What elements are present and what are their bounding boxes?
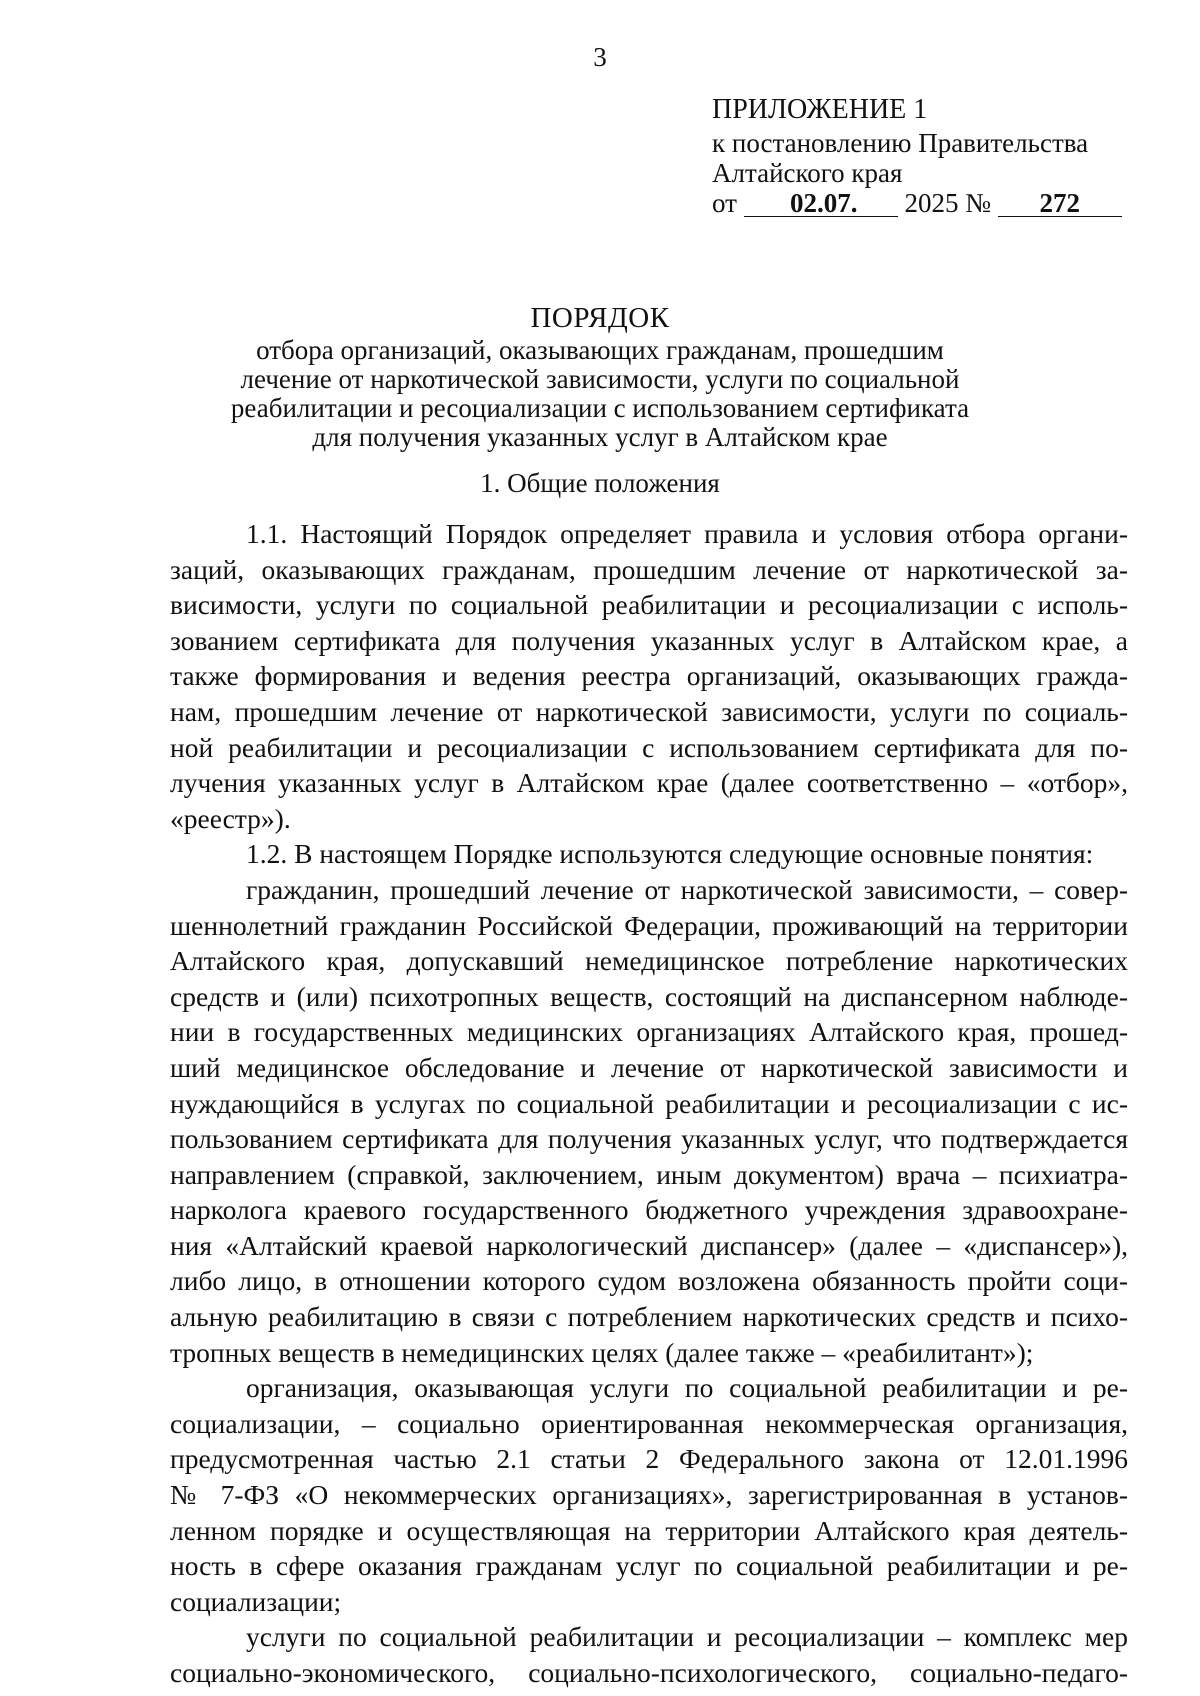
- date-prefix: от: [712, 188, 737, 218]
- body-line: ленном порядке и осуществляющая на территории Алтайского края деятель-: [170, 1514, 1128, 1546]
- body-line: ший медицинское обследование и лечение от наркотической зависимости и: [170, 1051, 1128, 1083]
- date-value: 02.07.: [744, 190, 898, 217]
- body-line: организация, оказывающая услуги по социальной реабилитации и ре-: [246, 1372, 1128, 1404]
- subtitle-line: для получения указанных услуг в Алтайском крае: [312, 422, 888, 452]
- subtitle-line: лечение от наркотической зависимости, услуги по социальной: [240, 364, 960, 394]
- page-number: 3: [593, 42, 607, 72]
- document-number: 272: [998, 190, 1122, 217]
- body-line: нарколога краевого государственного бюджетного учреждения здравоохране-: [170, 1194, 1128, 1226]
- body-line: Алтайского края, допускавший немедицинское потребление наркотических: [170, 945, 1128, 977]
- document-body: [170, 516, 1128, 1691]
- body-line: гражданин, прошедший лечение от наркотической зависимости, – совер-: [246, 873, 1128, 905]
- body-line: 1.1. Настоящий Порядок определяет правила и условия отбора органи-: [246, 518, 1128, 549]
- body-line: нам, прошедшим лечение от наркотической зависимости, услуги по социаль-: [170, 695, 1128, 727]
- document-heading: ПОРЯДОК: [530, 302, 670, 334]
- body-line: услуги по социальной реабилитации и ресоциализации – комплекс мер: [246, 1621, 1128, 1653]
- body-line: зованием сертификата для получения указанных услуг в Алтайском крае, а: [170, 624, 1128, 656]
- body-line: тропных веществ в немедицинских целях (далее также – «реабилитант»);: [170, 1336, 1034, 1368]
- body-line: также формирования и ведения реестра организаций, оказывающих гражда-: [170, 660, 1128, 692]
- body-line: социализации;: [170, 1585, 342, 1617]
- body-line: лучения указанных услуг в Алтайском крае (далее соответственно – «отбор»,: [170, 767, 1128, 799]
- appendix-title: ПРИЛОЖЕНИЕ 1: [712, 94, 928, 125]
- body-line: пользованием сертификата для получения указанных услуг, что подтверждается: [170, 1123, 1128, 1155]
- body-line: нии в государственных медицинских организациях Алтайского края, прошед-: [170, 1016, 1128, 1048]
- body-line: висимости, услуги по социальной реабилитации и ресоциализации с исполь-: [170, 589, 1128, 621]
- body-line: шеннолетний гражданин Российской Федерации, проживающий на территории: [170, 909, 1128, 941]
- subtitle-line: реабилитации и ресоциализации с использованием сертификата: [230, 393, 970, 423]
- body-line: ния «Алтайский краевой наркологический диспансер» (далее – «диспансер»),: [170, 1229, 1128, 1261]
- appendix-date-line: [712, 188, 1142, 218]
- appendix-block: [712, 92, 1142, 218]
- body-line: социально-экономического, социально-психологического, социально-педаго-: [170, 1657, 1128, 1688]
- body-line: либо лицо, в отношении которого судом возложена обязанность пройти соци-: [170, 1265, 1128, 1297]
- body-line: № 7-ФЗ «О некоммерческих организациях», зарегистрированная в установ-: [170, 1479, 1128, 1511]
- body-line: предусмотренная частью 2.1 статьи 2 Федерального закона от 12.01.1996: [170, 1443, 1128, 1475]
- date-year: 2025 №: [904, 188, 991, 218]
- body-line: направлением (справкой, заключением, иным документом) врача – психиатра-: [170, 1158, 1128, 1190]
- appendix-line-1: к постановлению Правительства: [712, 128, 1089, 158]
- body-line: альную реабилитацию в связи с потреблением наркотических средств и психо-: [170, 1301, 1128, 1333]
- body-line: нуждающийся в услугах по социальной реабилитации и ресоциализации с ис-: [170, 1087, 1128, 1119]
- section-heading: 1. Общие положения: [480, 468, 720, 498]
- document-title-block: [200, 300, 1000, 452]
- body-line: заций, оказывающих гражданам, прошедшим лечение от наркотической за-: [170, 553, 1128, 585]
- body-line: 1.2. В настоящем Порядке используются следующие основные понятия:: [246, 838, 1094, 870]
- body-line: ной реабилитации и ресоциализации с использованием сертификата для по-: [170, 731, 1128, 763]
- body-line: средств и (или) психотропных веществ, состоящий на диспансерном наблюде-: [170, 980, 1128, 1012]
- appendix-line-2: Алтайского края: [712, 158, 903, 188]
- subtitle-line: отбора организаций, оказывающих гражданам, прошедшим: [256, 335, 944, 365]
- body-line: социализации, – социально ориентированная некоммерческая организация,: [170, 1407, 1128, 1439]
- body-line: ность в сфере оказания гражданам услуг по социальной реабилитации и ре-: [170, 1550, 1128, 1582]
- body-line: «реестр»).: [170, 802, 291, 834]
- document-subtitle: [200, 336, 1000, 452]
